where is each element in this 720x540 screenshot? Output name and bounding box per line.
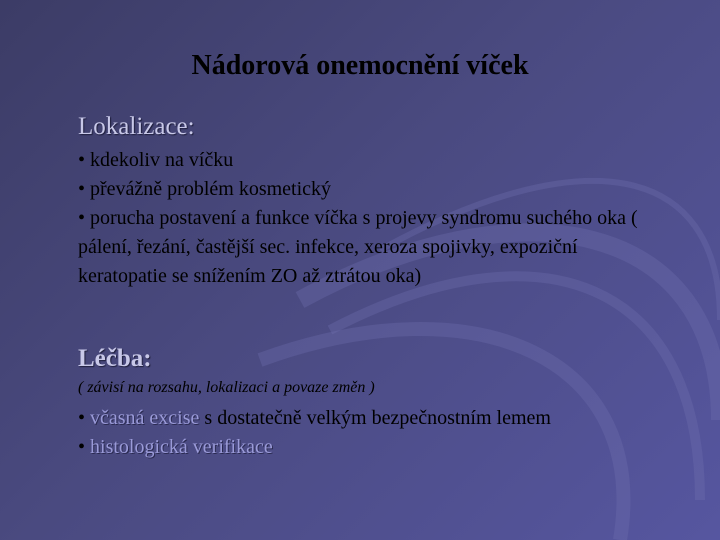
- list-item: [78, 433, 658, 462]
- bullet: •: [78, 407, 91, 429]
- heading-lokalizace: Lokalizace:: [78, 113, 195, 140]
- heading-lecba: Léčba:: [78, 345, 152, 372]
- lokalizace-list: [78, 146, 658, 291]
- lecba-list: [78, 404, 658, 462]
- list-item: [78, 404, 658, 433]
- lecba-note: ( závisí na rozsahu, lokalizaci a povaze změn ): [78, 379, 375, 396]
- list-item: • porucha postavení a funkce víčka s projevy syndromu suchého oka ( pálení, řezání, častější sec. infekce, xeroza spojivky, expoziční keratopatie se snížením ZO až ztrátou oka): [78, 207, 638, 287]
- item-text: s dostatečně velkým bezpečnostním lemem: [199, 407, 551, 429]
- slide-title: Nádorová onemocnění víček: [191, 50, 529, 81]
- bullet: •: [78, 436, 91, 458]
- highlight-text: včasná excise: [90, 407, 200, 429]
- list-item: • převážně problém kosmetický: [78, 178, 332, 200]
- list-item: • kdekoliv na víčku: [78, 149, 234, 171]
- highlight-text: histologická verifikace: [90, 436, 273, 458]
